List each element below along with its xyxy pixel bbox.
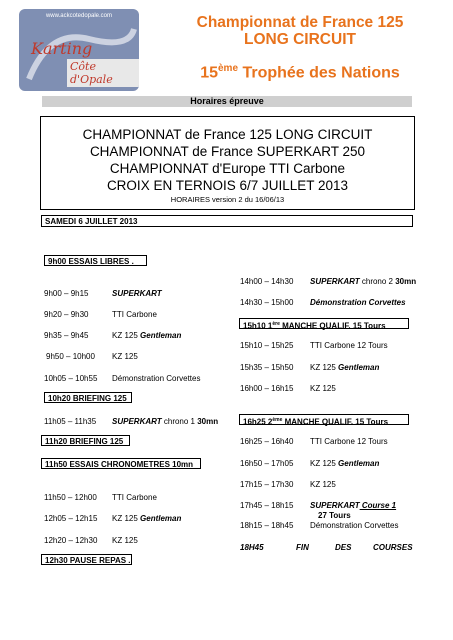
club-logo [19,9,139,91]
briefing-box: 11h20 BRIEFING 125 [41,435,130,446]
logo-url: www.ackcotedopale.com [45,13,113,19]
box-line1: CHAMPIONNAT de France 125 LONG CIRCUIT [82,127,373,142]
pause-repas-box: 12h30 PAUSE REPAS . [41,554,132,565]
header-line1: Championnat de France 125 [196,14,404,31]
box-line2: CHAMPIONNAT de France SUPERKART 250 [89,144,366,159]
essais-libres-box: 9h00 ESSAIS LIBRES . [44,255,147,266]
logo-word-karting: Karting [31,39,93,58]
course1-tours: 27 Tours [318,511,351,520]
section-bar: Horaires épreuve [42,96,412,107]
box-line3: CHAMPIONNAT d'Europe TTI Carbone [109,161,346,176]
box-version: HORAIRES version 2 du 16/06/13 [170,195,285,204]
essais-chrono-box: 11h50 ESSAIS CHRONOMETRES 10mn [41,458,201,469]
header-line2: LONG CIRCUIT [244,31,356,48]
briefing-box: 10h20 BRIEFING 125 [44,392,132,403]
box-line4: CROIX EN TERNOIS 6/7 JUILLET 2013 [106,178,349,193]
header-line3: 15ème Trophée des Nations [200,63,400,82]
logo-word-cote: Côte d'Opale [67,59,139,87]
manche2-box: 16h25 2ème MANCHE QUALIF. 15 Tours [239,414,409,425]
manche1-box: 15h10 1ère MANCHE QUALIF. 15 Tours [239,318,409,329]
title-box [40,116,415,210]
day-bar: SAMEDI 6 JUILLET 2013 [41,215,413,227]
